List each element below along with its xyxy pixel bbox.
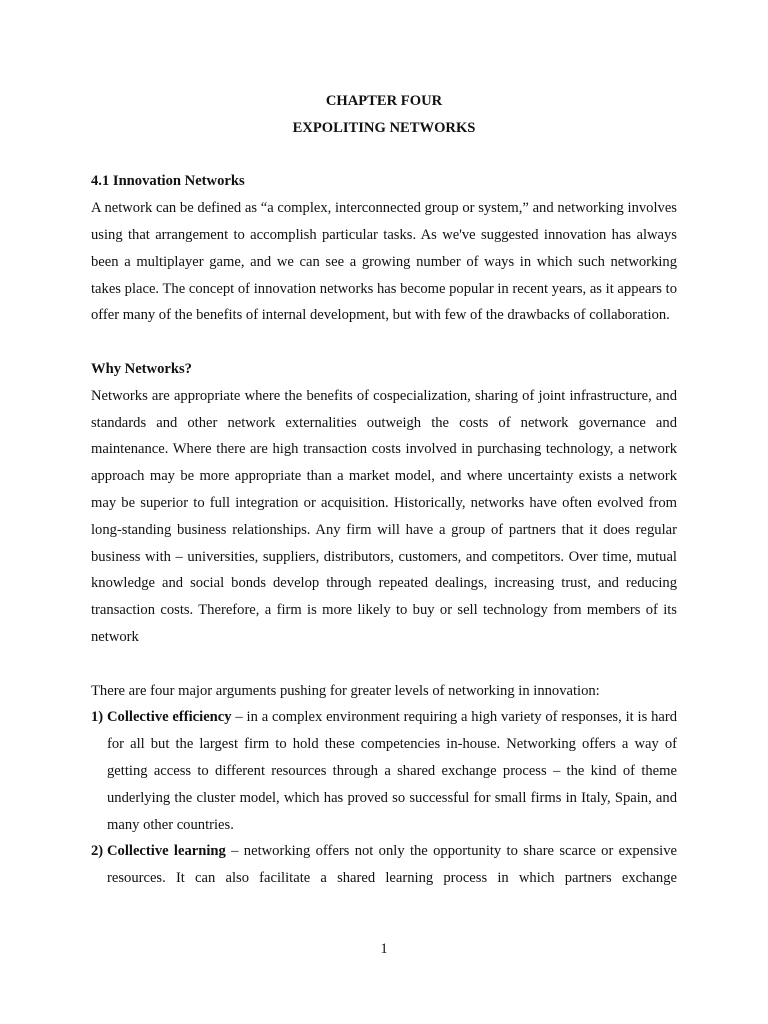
list-term: Collective efficiency [107,709,232,726]
list-term: Collective learning [107,843,226,860]
chapter-title: EXPOLITING NETWORKS [292,119,476,136]
spacer [91,142,677,169]
paragraph-innovation-networks: A network can be defined as “a complex, interconnected group or system,” and networking involves using that arrangement to accomplish particular tasks. As we've suggested innovation has always been a multiplayer game, and we can see a growing number of ways in which such networking takes place. The concept of innovation networks has become popular in recent years, as it appears to offer many of the benefits of internal development, but with few of the drawbacks of collaboration. [91,200,677,324]
list-item-body [107,838,677,892]
list-number: 2) [91,843,104,860]
list-item-body [107,704,677,838]
section-heading-innovation-networks: 4.1 Innovation Networks [91,173,245,190]
page-content [91,88,677,892]
page-number: 1 [380,941,388,957]
list-item-collective-efficiency [91,704,677,838]
paragraph-why-networks: Networks are appropriate where the benefits of cospecialization, sharing of joint infrastructure, and standards and other network externalities outweigh the costs of network governance and maintenance. Where there are high transaction costs involved in purchasing technology, a network approach may be more appropriate than a market model, and where uncertainty exists a network may be superior to full integration or acquisition. Historically, networks have often evolved from long-standing business relationships. Any firm will have a group of partners that it does regular business with – universities, suppliers, distributors, customers, and competitors. Over time, mutual knowledge and social bonds develop through repeated dealings, increasing trust, and reducing transaction costs. Therefore, a firm is more likely to buy or sell technology from members of its network [91,387,677,645]
list-intro: There are four major arguments pushing for greater levels of networking in innovation: [91,682,600,699]
section-heading-why-networks: Why Networks? [91,360,192,377]
chapter-label: CHAPTER FOUR [325,93,443,109]
spacer [91,329,677,356]
list-item-collective-learning [91,838,677,892]
list-number: 1) [91,709,104,726]
list-text: – networking offers not only the opportunity to share scarce or expensive resources. It can also facilitate a shared learning process in which partners exchange [107,843,677,887]
list-text: – in a complex environment requiring a high variety of responses, it is hard for all but the largest firm to hold these competencies in-house. Networking offers a way of getting access to different resources through a shared exchange process – the kind of theme underlying the cluster model, which has proved so successful for small firms in Italy, Spain, and many other countries. [107,709,677,833]
spacer [91,651,677,678]
